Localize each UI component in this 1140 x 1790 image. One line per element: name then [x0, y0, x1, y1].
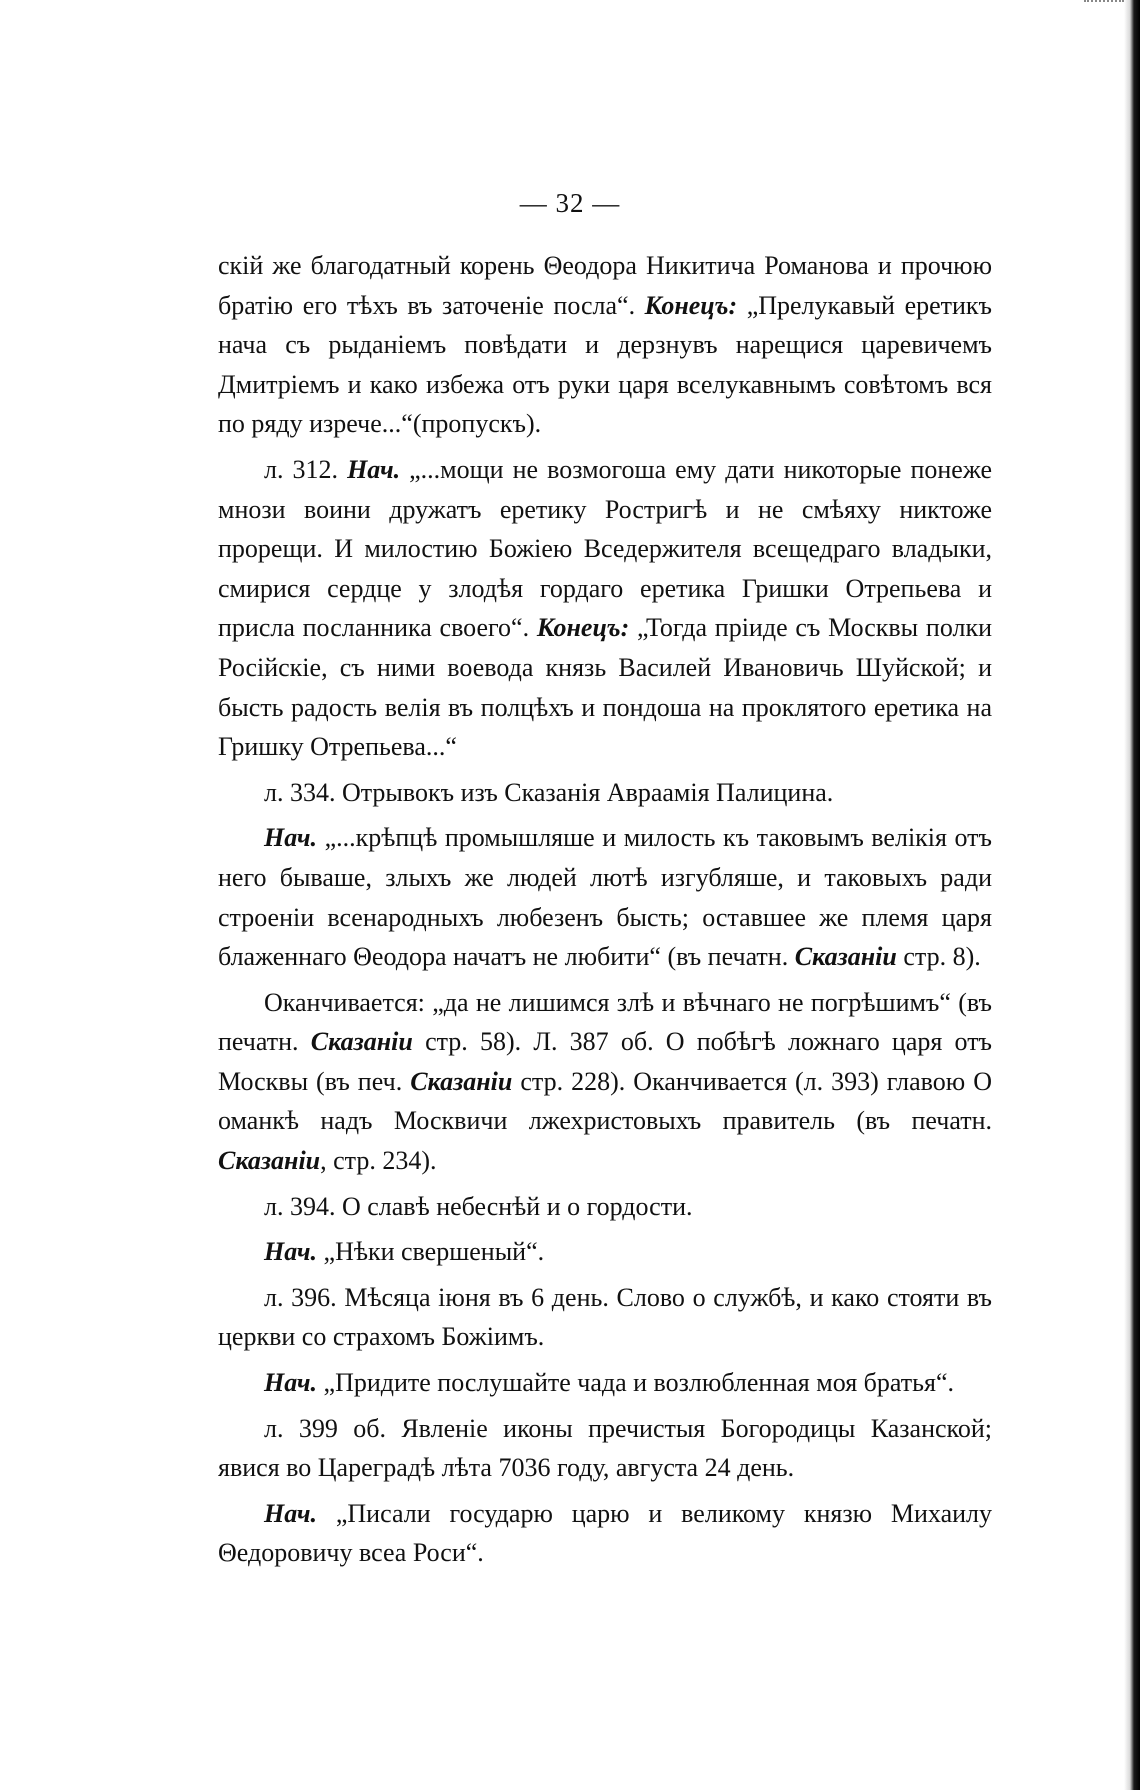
- text-run: „...крѣпцѣ промышляше и милость къ таковымъ велікія отъ него бываше, злыхъ же людей лютѣ изгубляше, и таковыхъ ради строеніи всенародныхъ любезенъ бысть; оставшее же племя царя блаженнаго Θеодора начатъ не любити“ (въ печатн.: [218, 823, 992, 972]
- text-run: „Писали государю царю и великому князю Михаилу Θедоровичу всеа Роси“.: [218, 1498, 992, 1568]
- italic-term: Сказаніи: [794, 942, 897, 972]
- scan-edge-dots: [1084, 0, 1124, 16]
- paragraph-p7: [218, 1232, 992, 1272]
- text-run: „Прелукавый еретикъ нача съ рыданіемъ повѣдати и дерзнувъ нарещися царевичемъ Дмитріемъ и како избежа отъ руки царя вселукавнымъ совѣтомъ вся по ряду изрече...“(пропускъ).: [218, 290, 992, 439]
- text-run: л. 394. О славѣ небеснѣй и о гордости.: [264, 1191, 693, 1221]
- text-run: скій же благодатный корень Θеодора Никитича Романова и прочюю братію его тѣхъ въ заточеніе посла“.: [218, 251, 992, 320]
- italic-term: Нач.: [264, 1237, 318, 1267]
- text-run: л. 312.: [264, 454, 348, 484]
- paragraph-p2: [218, 450, 992, 767]
- italic-term: Конецъ:: [536, 613, 630, 643]
- italic-term: Нач.: [264, 1368, 318, 1398]
- italic-term: Сказаніи: [410, 1066, 513, 1096]
- text-run: л. 334. Отрывокъ изъ Сказанія Авраамія Палицина.: [264, 777, 834, 807]
- paragraph-p5: [218, 983, 992, 1181]
- text-run: Оканчивается: „да не лишимся злѣ и вѣчнаго не погрѣшимъ“ (въ печатн.: [218, 987, 992, 1057]
- text-run: , стр. 234).: [320, 1146, 437, 1176]
- paragraph-p8: [218, 1278, 992, 1357]
- text-run: „Нѣки свершеный“.: [317, 1237, 545, 1267]
- body-text: [218, 246, 992, 1573]
- italic-term: Сказаніи: [218, 1146, 321, 1176]
- paragraph-p11: [218, 1494, 992, 1573]
- scan-edge-shadow: [1124, 0, 1140, 1790]
- italic-term: Сказаніи: [310, 1027, 413, 1057]
- text-run: „Тогда пріиде съ Москвы полки Російскіе, съ ними воевода князь Василей Ивановичь Шуйской; и бысть радость велія въ полцѣхъ и пондоша на проклятого еретика на Гришку Отрепьева...“: [218, 613, 992, 762]
- text-run: стр. 8).: [896, 942, 981, 972]
- text-run: л. 396. Мѣсяца іюня въ 6 день. Слово о службѣ, и како стояти въ церкви со страхомъ Божіимъ.: [218, 1282, 992, 1352]
- italic-term: Нач.: [347, 454, 401, 484]
- paragraph-p9: [218, 1363, 992, 1403]
- paragraph-p1: [218, 246, 992, 444]
- text-run: л. 399 об. Явленіе иконы пречистыя Богородицы Казанской; явися во Цареградѣ лѣта 7036 году, августа 24 день.: [218, 1413, 992, 1483]
- page-number: — 32 —: [519, 188, 621, 218]
- text-run: стр. 228). Оканчивается (л. 393) главою О оманкѣ надъ Москвичи лжехристовыхъ правитель (въ печатн.: [218, 1066, 992, 1136]
- italic-term: Нач.: [264, 823, 318, 853]
- paragraph-p6: [218, 1187, 992, 1227]
- text-run: „Придите послушайте чада и возлюбленная моя братья“.: [317, 1368, 954, 1398]
- text-run: стр. 58). Л. 387 об. О побѣгѣ ложнаго царя отъ Москвы (въ печ.: [218, 1027, 993, 1096]
- paragraph-p3: [218, 773, 992, 813]
- italic-term: Нач.: [264, 1498, 318, 1528]
- italic-term: Конецъ:: [644, 290, 738, 320]
- paragraph-p10: [218, 1409, 992, 1488]
- text-run: „...мощи не возмогоша ему дати никоторые понеже мнози воини дружатъ еретику Ростригѣ и не смѣяху никтоже прорещи. И милостию Божіею Вседержителя всещедраго владыки, смирися сердце у злодѣя гордаго еретика Гришки Отрепьева и присла посланника своего“.: [218, 454, 992, 643]
- paragraph-p4: [218, 818, 992, 976]
